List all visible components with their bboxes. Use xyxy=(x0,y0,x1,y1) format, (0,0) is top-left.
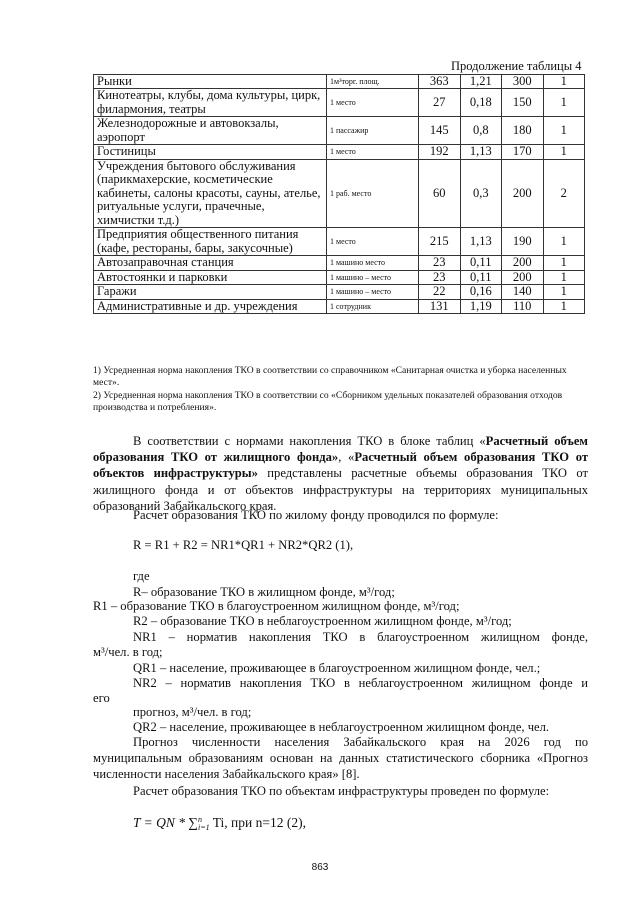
row-value-3: 200 xyxy=(502,159,544,228)
row-value-4: 1 xyxy=(543,299,585,314)
row-value-2: 1,13 xyxy=(460,145,502,160)
formula-1: R = R1 + R2 = NR1*QR1 + NR2*QR2 (1), xyxy=(133,538,354,552)
row-name: Гостиницы xyxy=(94,145,327,160)
row-name: Железнодорожные и автовокзалы, аэропорт xyxy=(94,117,327,145)
footnote-2: 2) Усредненная норма накопления ТКО в соответствии со «Сборником удельных показателей образования отходов производства и потребления». xyxy=(93,390,563,413)
paragraph-intro: В соответствии с нормами накопления ТКО в блоке таблиц «Расчетный объем образования ТКО от жилищного фонда», «Расчетный объем образования ТКО от объектов инфраструктуры» представлены расчетные объемы образования ТКО от жилищного фонда и от объектов инфраструктуры на территориях муниципальных образований Забайкальского края. xyxy=(93,434,589,513)
table-row xyxy=(94,117,585,145)
row-unit: 1 место xyxy=(327,228,419,256)
row-value-4: 2 xyxy=(543,159,585,228)
row-value-1: 215 xyxy=(419,228,461,256)
row-value-1: 27 xyxy=(419,89,461,117)
def-nr2: NR2 – норматив накопления ТКО в неблагоустроенном жилищном фонде и xyxy=(133,676,588,690)
row-value-4: 1 xyxy=(543,89,585,117)
row-value-1: 363 xyxy=(419,74,461,89)
table-row xyxy=(94,89,585,117)
def-nr2-cont2: прогноз, м³/чел. в год; xyxy=(133,705,252,719)
def-qr1: QR1 – население, проживающее в благоустроенном жилищном фонде, чел.; xyxy=(133,661,541,675)
row-value-2: 1,19 xyxy=(460,299,502,314)
table-row xyxy=(94,299,585,314)
row-value-3: 200 xyxy=(502,256,544,271)
row-value-1: 23 xyxy=(419,270,461,285)
table-row xyxy=(94,228,585,256)
row-value-1: 22 xyxy=(419,285,461,300)
row-value-2: 0,11 xyxy=(460,270,502,285)
row-name: Рынки xyxy=(94,74,327,89)
row-value-3: 140 xyxy=(502,285,544,300)
row-unit: 1 машино – место xyxy=(327,270,419,285)
row-name: Автозаправочная станция xyxy=(94,256,327,271)
table-row xyxy=(94,74,585,89)
row-value-2: 1,13 xyxy=(460,228,502,256)
row-value-4: 1 xyxy=(543,285,585,300)
row-value-2: 0,8 xyxy=(460,117,502,145)
paragraph-infrastructure-formula-intro: Расчет образования ТКО по объектам инфраструктуры проведен по формуле: xyxy=(133,784,550,798)
def-nr2-cont1: его xyxy=(93,691,110,705)
table-continuation-caption: Продолжение таблицы 4 xyxy=(419,60,585,74)
row-unit: 1 пассажир xyxy=(327,117,419,145)
row-value-1: 23 xyxy=(419,256,461,271)
row-value-3: 170 xyxy=(502,145,544,160)
def-r2: R2 – образование ТКО в неблагоустроенном жилищном фонде, м³/год; xyxy=(133,614,512,628)
table-row xyxy=(94,270,585,285)
infrastructure-norms-table xyxy=(93,60,585,314)
table-row xyxy=(94,256,585,271)
row-name: Гаражи xyxy=(94,285,327,300)
table-row xyxy=(94,159,585,228)
row-name: Автостоянки и парковки xyxy=(94,270,327,285)
page-number: 863 xyxy=(311,862,329,873)
footnote-1: 1) Усредненная норма накопления ТКО в соответствии со справочником «Санитарная очистка и уборка населенных мест». xyxy=(93,365,567,388)
def-nr1-cont: м³/чел. в год; xyxy=(93,645,163,659)
row-value-4: 1 xyxy=(543,145,585,160)
row-value-2: 0,18 xyxy=(460,89,502,117)
row-value-1: 192 xyxy=(419,145,461,160)
row-unit: 1 машино место xyxy=(327,256,419,271)
row-value-3: 190 xyxy=(502,228,544,256)
row-value-4: 1 xyxy=(543,228,585,256)
row-value-3: 200 xyxy=(502,270,544,285)
paragraph-forecast: Прогноз численности населения Забайкальского края на 2026 год по муниципальным образованиям основан на данных статистического сборника «Прогноз численности населения Забайкальского края» [8]. xyxy=(93,735,588,782)
paragraph-housing-formula-intro: Расчет образования ТКО по жилому фонду проводился по формуле: xyxy=(133,508,499,522)
table-row xyxy=(94,285,585,300)
row-value-2: 0,16 xyxy=(460,285,502,300)
row-value-4: 1 xyxy=(543,74,585,89)
bold-title-housing: Расчетный объем образования ТКО от жилищного фонда» xyxy=(93,434,589,465)
row-value-1: 131 xyxy=(419,299,461,314)
def-nr1: NR1 – норматив накопления ТКО в благоустроенном жилищном фонде, xyxy=(133,630,588,644)
def-r1: R1 – образование ТКО в благоустроенном жилищном фонде, м³/год; xyxy=(93,599,460,613)
row-unit: 1 место xyxy=(327,145,419,160)
row-unit: 1 раб. место xyxy=(327,159,419,228)
row-value-4: 1 xyxy=(543,270,585,285)
row-value-2: 1,21 xyxy=(460,74,502,89)
bold-title-infrastructure: Расчетный объем образования ТКО от объектов инфраструктуры» xyxy=(93,450,589,481)
formula-2: T = QN * ∑ n i=1 Ti, при n=12 (2), xyxy=(133,814,306,832)
row-unit: 1 машино – место xyxy=(327,285,419,300)
row-value-1: 145 xyxy=(419,117,461,145)
where-label: где xyxy=(133,569,150,583)
table-row xyxy=(94,145,585,160)
row-value-3: 110 xyxy=(502,299,544,314)
row-value-4: 1 xyxy=(543,256,585,271)
row-value-3: 300 xyxy=(502,74,544,89)
row-name: Учреждения бытового обслуживания (парикмахерские, косметические кабинеты, салоны красоты, сауны, ателье, ритуальные услуги, прачечные, химчистки т.д.) xyxy=(94,159,327,228)
def-r: R– образование ТКО в жилищном фонде, м³/год; xyxy=(133,585,395,599)
row-unit: 1 сотрудник xyxy=(327,299,419,314)
row-name: Кинотеатры, клубы, дома культуры, цирк, филармония, театры xyxy=(94,89,327,117)
row-name: Административные и др. учреждения xyxy=(94,299,327,314)
row-unit: 1м³торг. площ. xyxy=(327,74,419,89)
row-value-4: 1 xyxy=(543,117,585,145)
row-name: Предприятия общественного питания (кафе, рестораны, бары, закусочные) xyxy=(94,228,327,256)
row-value-2: 0,3 xyxy=(460,159,502,228)
row-value-2: 0,11 xyxy=(460,256,502,271)
def-qr2: QR2 – население, проживающее в неблагоустроенном жилищном фонде, чел. xyxy=(133,720,550,734)
row-value-3: 180 xyxy=(502,117,544,145)
row-value-1: 60 xyxy=(419,159,461,228)
row-unit: 1 место xyxy=(327,89,419,117)
row-value-3: 150 xyxy=(502,89,544,117)
sum-symbol: ∑ xyxy=(188,815,199,830)
